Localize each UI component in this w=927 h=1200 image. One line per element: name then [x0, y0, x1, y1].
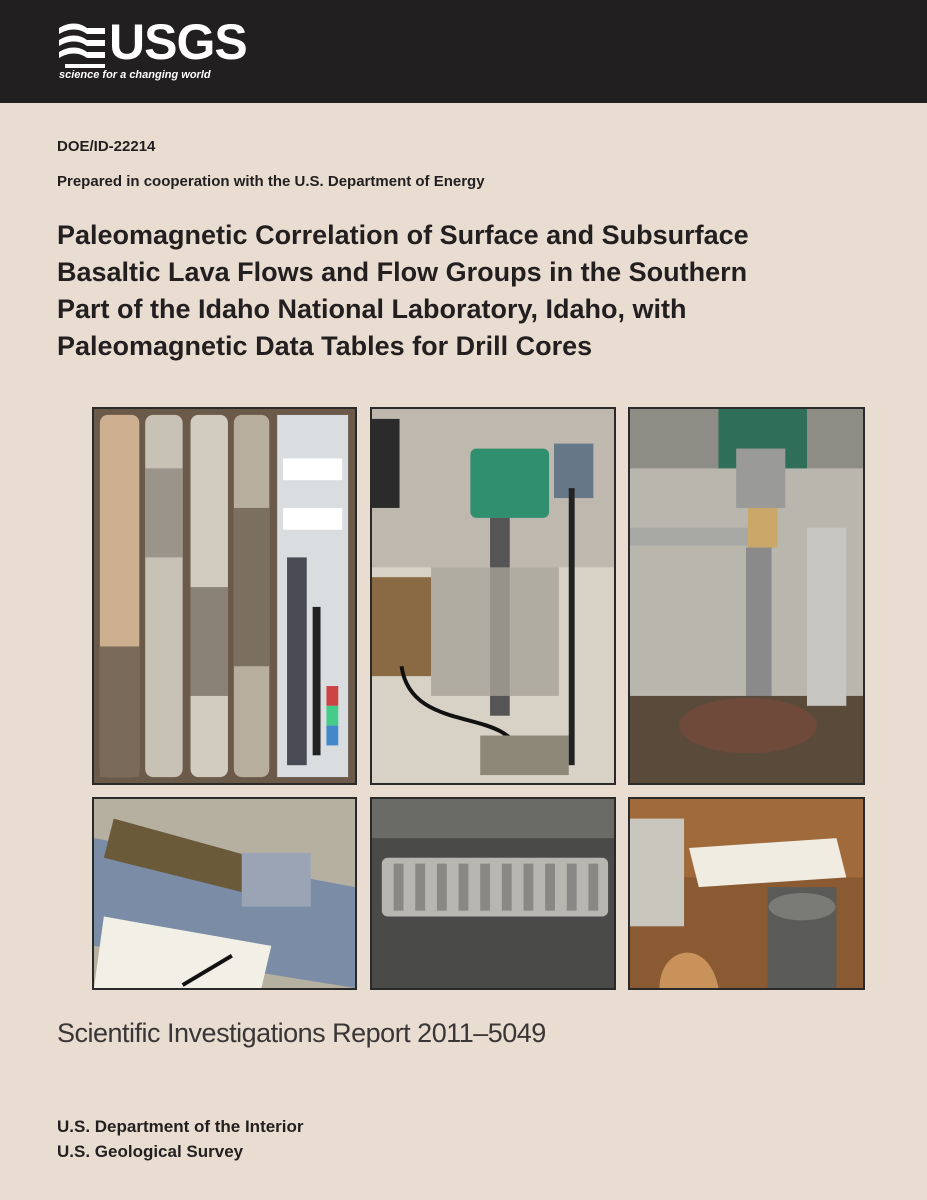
core-drilling-machine-photo	[370, 407, 616, 785]
title-line: Paleomagnetic Correlation of Surface and Subsurface	[57, 220, 749, 250]
survey-name: U.S. Geological Survey	[57, 1142, 244, 1161]
report-title	[57, 217, 857, 365]
cut-core-specimens-photo	[370, 797, 616, 990]
document-number: DOE/ID-22214	[57, 138, 156, 155]
header-bar	[0, 0, 927, 103]
cooperation-statement: Prepared in cooperation with the U.S. Department of Energy	[57, 173, 485, 190]
title-line: Basaltic Lava Flows and Flow Groups in the Southern	[57, 257, 748, 287]
title-line: Paleomagnetic Data Tables for Drill Cores	[57, 331, 593, 361]
drill-press-closeup-photo	[628, 407, 865, 785]
report-series-number: Scientific Investigations Report 2011–5049	[57, 1018, 546, 1048]
usgs-logo	[57, 14, 297, 88]
logo-tagline: science for a changing world	[59, 69, 211, 81]
core-sample-on-tray-photo	[92, 797, 357, 990]
laboratory-magnetometer-photo	[628, 797, 865, 990]
title-line: Part of the Idaho National Laboratory, Idaho, with	[57, 294, 687, 324]
logo-wordmark: USGS	[109, 14, 247, 70]
usgs-logo-icon	[57, 20, 107, 70]
drill-core-samples-photo	[92, 407, 357, 785]
department-name: U.S. Department of the Interior	[57, 1117, 304, 1136]
